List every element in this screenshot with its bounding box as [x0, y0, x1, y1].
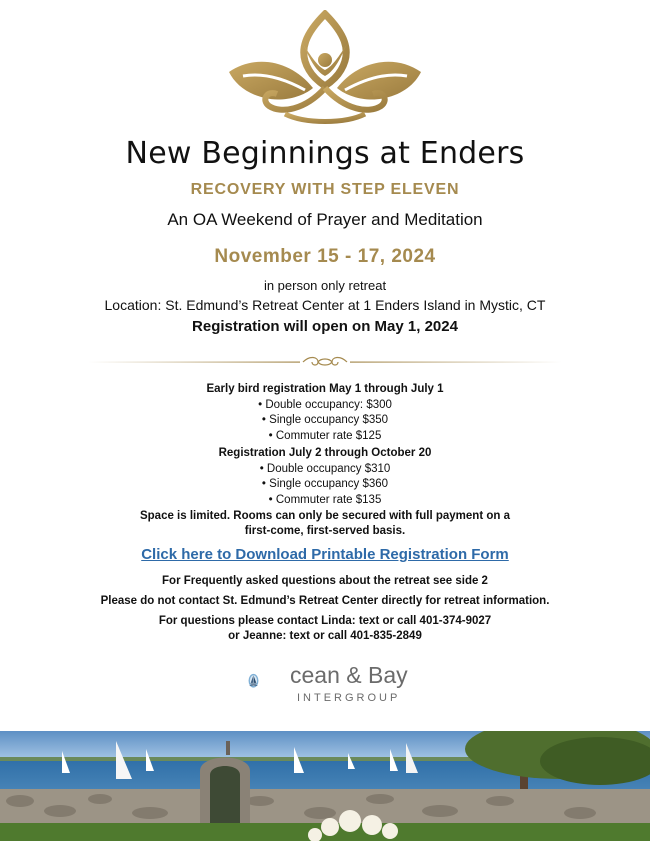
enders-island-photo: [0, 731, 650, 841]
contact-line-2: or Jeanne: text or call 401-835-2849: [228, 630, 422, 642]
event-dates: November 15 - 17, 2024: [214, 246, 436, 267]
download-link-text[interactable]: Click here to Download Printable Registration Form: [141, 546, 509, 563]
contact-line-1: For questions please contact Linda: text or call 401-374-9027: [158, 615, 492, 627]
page-subtitle: RECOVERY WITH STEP ELEVEN: [190, 181, 460, 198]
space-line-1: Space is limited. Rooms can only be secured with full payment on a: [139, 510, 510, 522]
in-person-note: in person only retreat: [263, 278, 387, 293]
registration-open-text: Registration will open on May 1, 2024: [192, 318, 458, 335]
page-title: New Beginnings at Enders: [125, 136, 525, 171]
location-text: Location: St. Edmund’s Retreat Center at 1 Enders Island in Mystic, CT: [104, 297, 546, 313]
regular-registration-title: Registration July 2 through October 20: [218, 447, 432, 459]
space-limited-note: [0, 509, 650, 539]
weekend-description: An OA Weekend of Prayer and Meditation: [167, 210, 483, 229]
ocean-bay-logo-icon: [248, 654, 292, 708]
download-registration-link[interactable]: [0, 546, 650, 563]
early-bird-title: Early bird registration May 1 through July 1: [206, 383, 444, 395]
lotus-logo: [225, 10, 425, 130]
list-item: • Single occupancy $350: [261, 414, 389, 426]
list-item: • Double occupancy $310: [259, 462, 391, 475]
org-logo-name: cean & Bay: [290, 662, 408, 688]
regular-registration-block: [0, 446, 650, 508]
faq-note: For Frequently asked questions about the retreat see side 2: [162, 575, 488, 587]
org-logo-subtitle: INTERGROUP: [297, 692, 401, 704]
early-bird-block: [0, 382, 650, 444]
contact-info: [0, 614, 650, 644]
list-item: • Single occupancy $360: [261, 478, 389, 490]
no-contact-note: Please do not contact St. Edmund’s Retreat Center directly for retreat information.: [100, 595, 550, 607]
list-item: • Commuter rate $125: [268, 429, 382, 442]
list-item: • Commuter rate $135: [268, 493, 382, 506]
ornament-divider: [88, 354, 562, 370]
list-item: • Double occupancy: $300: [258, 398, 392, 411]
space-line-2: first-come, first-served basis.: [244, 525, 406, 537]
